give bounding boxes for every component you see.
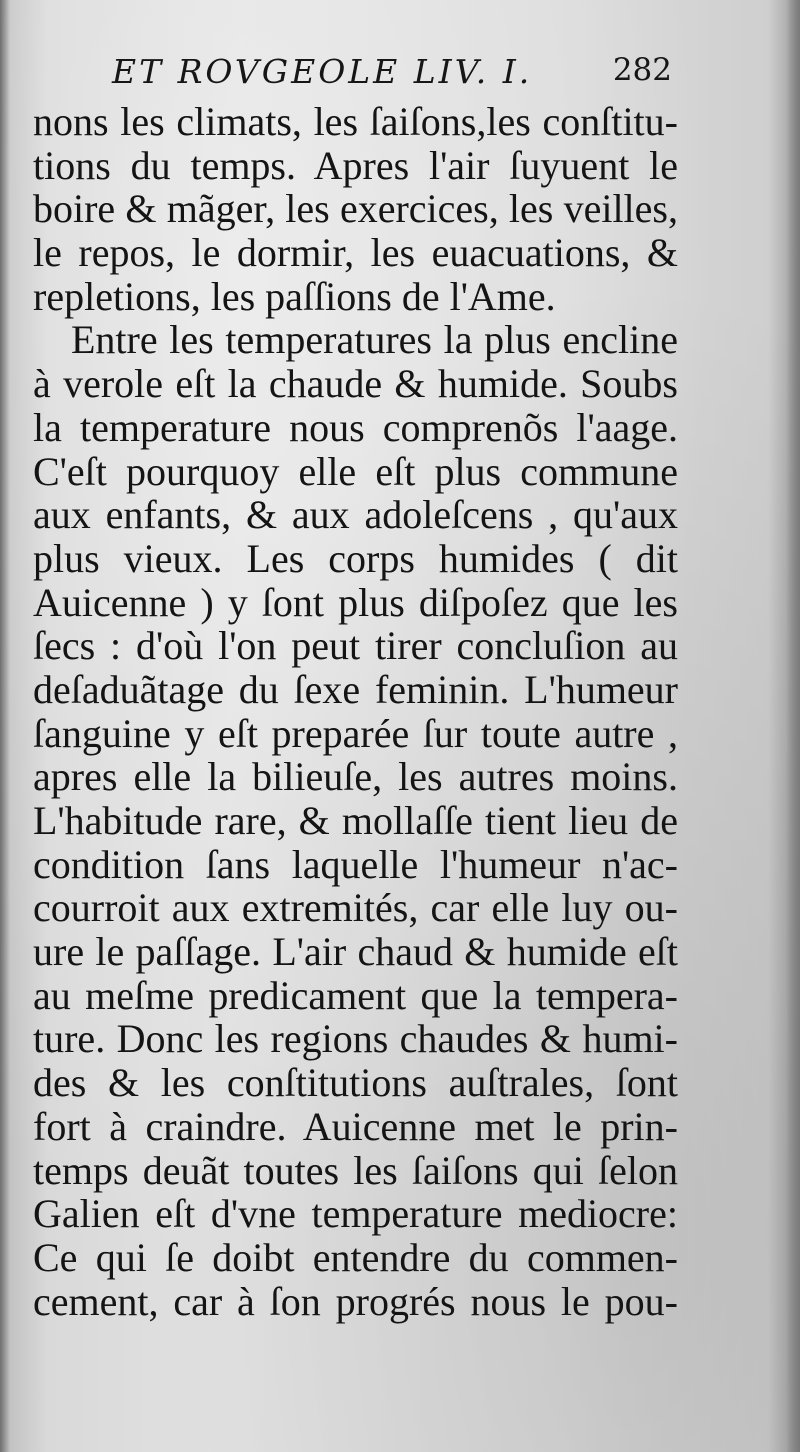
page-right-edge-shadow: [786, 0, 800, 1452]
text-line: la temperature nous comprenõs l'aage.: [33, 404, 678, 450]
text-line: le repos, le dormir, les euacuations, &: [33, 230, 678, 276]
text-line: temps deuãt toutes les ſaiſons qui ſelon: [33, 1147, 678, 1193]
text-line: à verole eſt la chaude & humide. Soubs: [33, 361, 678, 407]
page-header: [112, 52, 672, 102]
text-line: C'eſt pourquoy elle eſt plus commune: [33, 448, 678, 494]
text-line: ure le paſſage. L'air chaud & humide eſt: [33, 929, 678, 975]
page-number: 282: [612, 52, 672, 88]
text-line: plus vieux. Les corps humides ( dit: [33, 535, 678, 581]
text-line: aux enfants, & aux adoleſcens , qu'aux: [33, 492, 678, 538]
text-line: Auicenne ) y ſont plus diſpoſez que les: [33, 579, 678, 625]
text-line: des & les conſtitutions auſtrales, ſont: [33, 1060, 678, 1106]
text-line: Ce qui ſe doibt entendre du commen-: [33, 1234, 678, 1280]
text-line: Entre les temperatures la plus encline: [71, 317, 678, 363]
text-line: au meſme predicament que la tempera-: [33, 972, 678, 1018]
running-title: ET ROVGEOLE LIV. I.: [112, 52, 533, 91]
text-line: L'habitude rare, & mollaſſe tient lieu de: [33, 798, 678, 843]
text-line: repletions, les paſſions de l'Ame.: [33, 273, 556, 319]
text-line: apres elle la bilieuſe, les autres moins.: [33, 754, 678, 800]
page-left-edge-shadow: [0, 0, 10, 1452]
body-text: [33, 100, 678, 1323]
text-line: courroit aux extremités, car elle luy ou-: [33, 885, 678, 931]
text-line: ſecs : d'où l'on peut tirer concluſion au: [33, 623, 678, 669]
text-line: nons les climats, les ſaiſons,les conſtitu-: [33, 99, 678, 144]
text-line: deſaduãtage du ſexe feminin. L'humeur: [33, 666, 678, 712]
text-line: boire & mãger, les exercices, les veilles,: [33, 186, 678, 232]
text-line: fort à craindre. Auicenne met le prin-: [33, 1103, 678, 1149]
text-line: tions du temps. Apres l'air ſuyuent le: [33, 142, 678, 188]
text-line: condition ſans laquelle l'humeur n'ac-: [33, 841, 678, 887]
text-line: cement, car à ſon progrés nous le pou-: [33, 1278, 678, 1324]
text-line: ſanguine y eſt preparée ſur toute autre ,: [33, 710, 678, 756]
text-line: Galien eſt d'vne temperature mediocre:: [33, 1191, 678, 1237]
text-line: ture. Donc les regions chaudes & humi-: [33, 1016, 678, 1062]
